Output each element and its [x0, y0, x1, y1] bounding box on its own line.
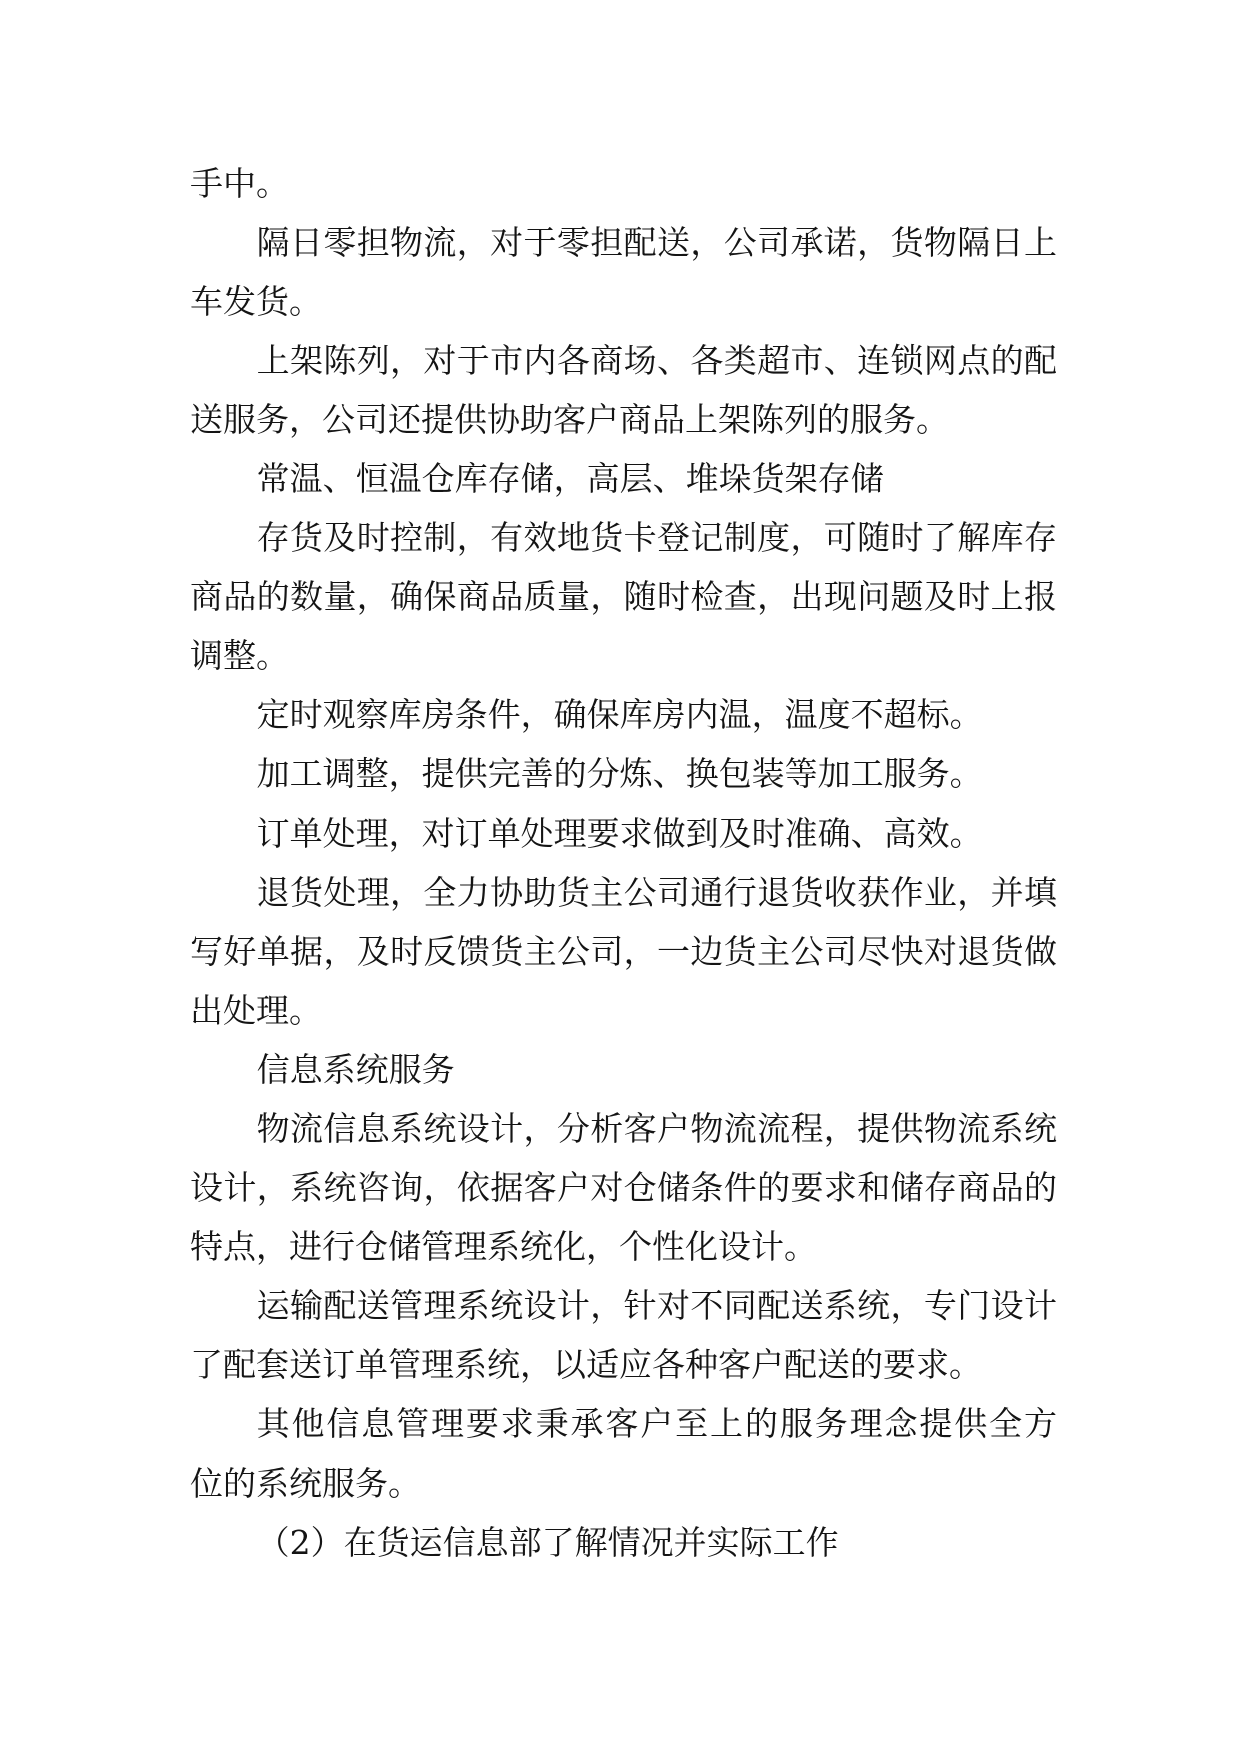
paragraph-order-processing	[190, 804, 1057, 863]
paragraph-delivery-system-design	[190, 1276, 1057, 1394]
text-line: 设计，系统咨询，依据客户对仓储条件的要求和储存商品的	[190, 1168, 1057, 1208]
paragraph-warehouse-storage	[190, 449, 1057, 508]
paragraph-returns	[190, 863, 1057, 1040]
document-body	[190, 154, 1057, 1572]
text-line: 其他信息管理要求秉承客户至上的服务理念提供全方	[256, 1404, 1057, 1444]
text-line: 送服务，公司还提供协助客户商品上架陈列的服务。	[190, 399, 949, 439]
text-line: 存货及时控制，有效地货卡登记制度，可随时了解库存	[256, 518, 1057, 558]
text-line: 常温、恒温仓库存储，高层、堆垛货架存储	[256, 458, 884, 498]
text-line: 加工调整，提供完善的分炼、换包装等加工服务。	[256, 754, 983, 794]
paragraph-logistics-system-design	[190, 1099, 1057, 1276]
text-line: 手中。	[190, 163, 289, 203]
text-line: 订单处理，对订单处理要求做到及时准确、高效。	[256, 813, 983, 853]
text-line: 物流信息系统设计，分析客户物流流程，提供物流系统	[256, 1109, 1057, 1148]
text-line: 写好单据，及时反馈货主公司，一边货主公司尽快对退货做	[190, 931, 1057, 971]
paragraph-room-conditions	[190, 685, 1057, 744]
paragraph-continuation	[190, 154, 1057, 213]
text-line: 特点，进行仓储管理系统化，个性化设计。	[190, 1227, 817, 1267]
paragraph-info-system-heading	[190, 1040, 1057, 1099]
text-line: 位的系统服务。	[190, 1463, 421, 1503]
text-line: 上架陈列，对于市内各商场、各类超市、连锁网点的配	[256, 340, 1057, 380]
text-line: 出处理。	[190, 990, 322, 1030]
text-line: 退货处理，全力协助货主公司通行退货收获作业，并填	[256, 872, 1057, 912]
text-line: 调整。	[190, 636, 289, 676]
text-line: （2）在货运信息部了解情况并实际工作	[256, 1522, 839, 1562]
text-line: 车发货。	[190, 281, 322, 321]
text-line: 了配套送订单管理系统，以适应各种客户配送的要求。	[190, 1345, 982, 1385]
text-line: 定时观察库房条件，确保库房内温，温度不超标。	[256, 695, 983, 735]
paragraph-processing	[190, 744, 1057, 803]
text-line: 隔日零担物流，对于零担配送，公司承诺，货物隔日上	[256, 222, 1057, 262]
paragraph-inventory-control	[190, 508, 1057, 685]
section-heading	[190, 1513, 1057, 1572]
paragraph-shelf-display	[190, 331, 1057, 449]
text-line: 运输配送管理系统设计，针对不同配送系统，专门设计	[256, 1286, 1057, 1326]
text-line: 商品的数量，确保商品质量，随时检查，出现问题及时上报	[190, 577, 1057, 617]
paragraph-next-day-ltl	[190, 213, 1057, 331]
paragraph-other-info-management	[190, 1394, 1057, 1512]
text-line: 信息系统服务	[256, 1049, 455, 1089]
